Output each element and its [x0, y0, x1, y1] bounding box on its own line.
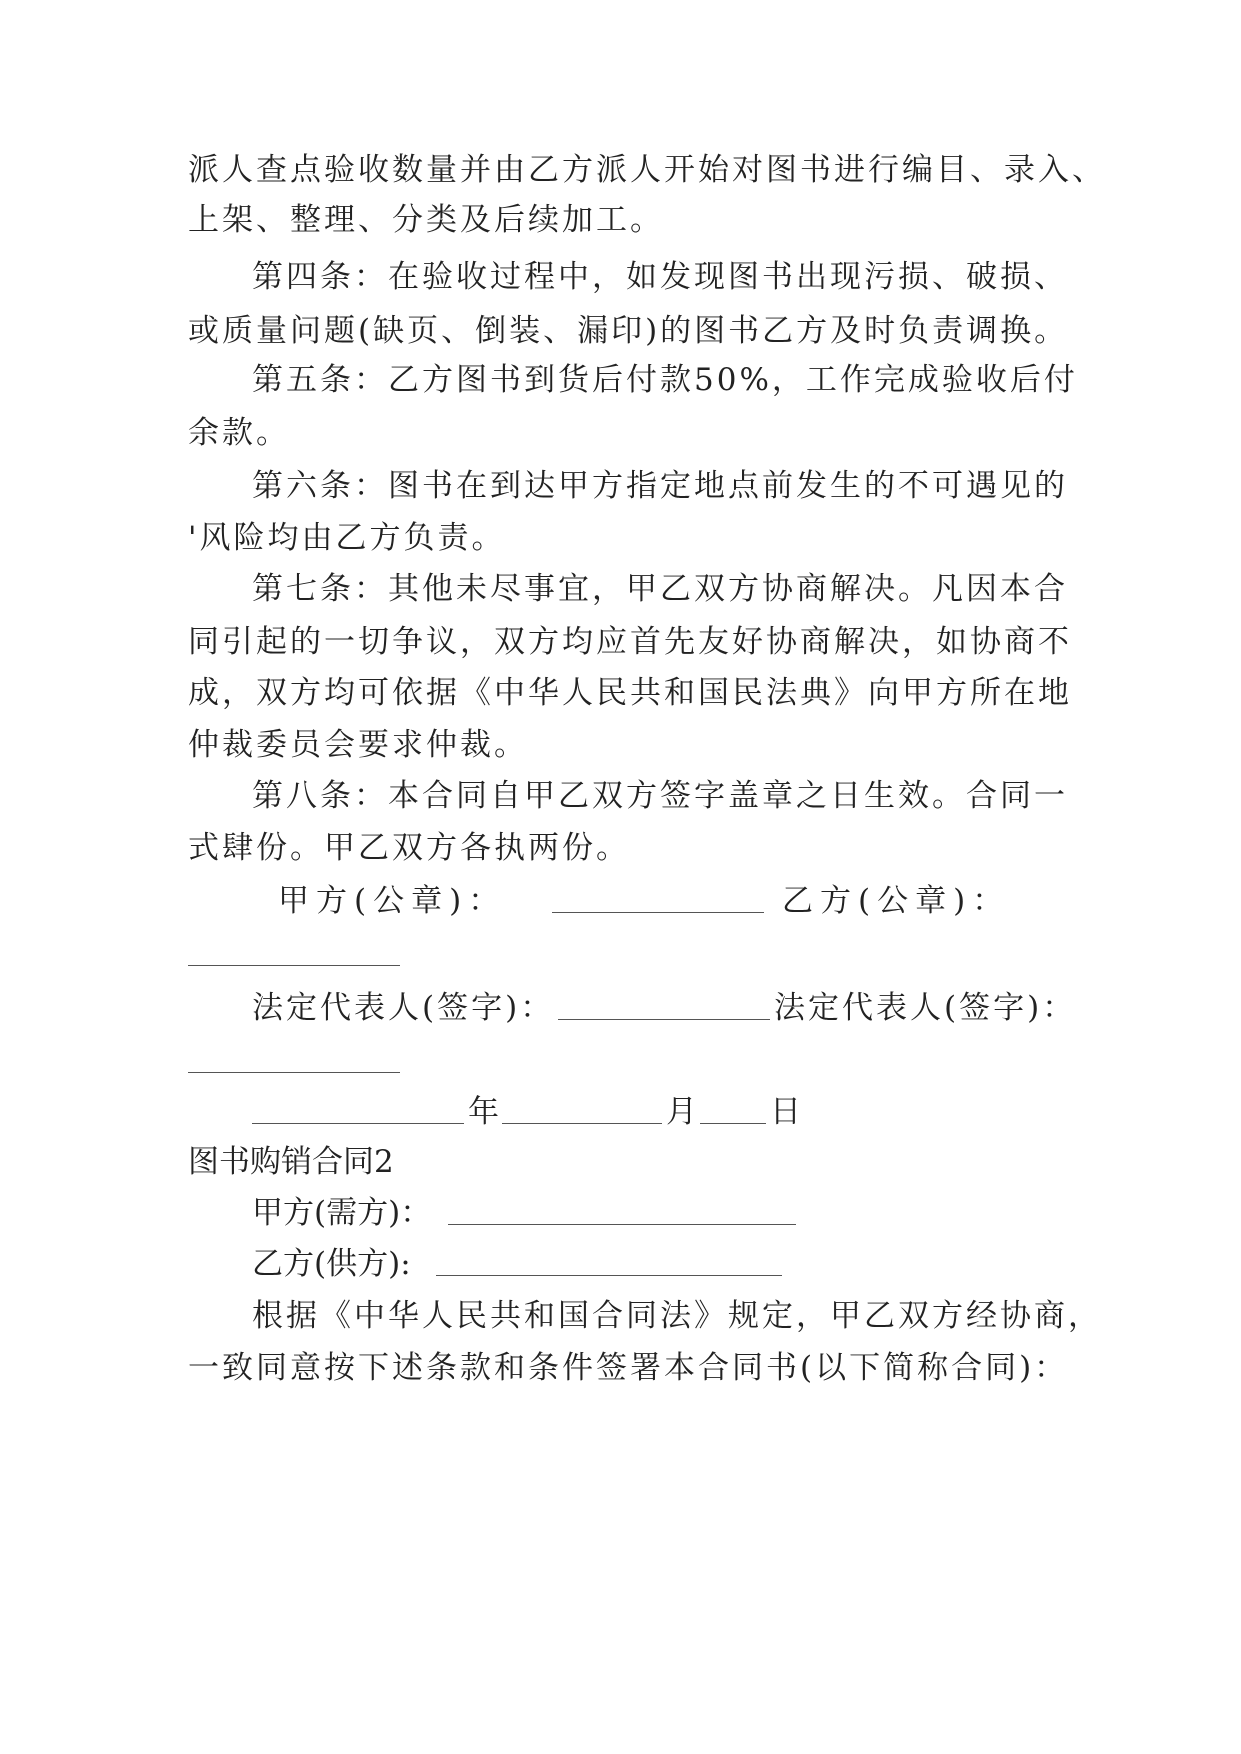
- article-6-line-1: 第六条：图书在到达甲方指定地点前发生的不可遇见的: [252, 468, 1068, 504]
- year-blank: [252, 1096, 464, 1124]
- rep-b-label: 法定代表人(签字)：: [774, 990, 1077, 1026]
- month-label: 月: [666, 1094, 697, 1130]
- year-label: 年: [468, 1094, 499, 1130]
- party-a-seal-blank: [552, 885, 764, 913]
- buyer-blank: [448, 1197, 796, 1225]
- article-8-line-1: 第八条：本合同自甲乙双方签字盖章之日生效。合同一: [252, 778, 1068, 814]
- supplier-blank: [436, 1248, 782, 1276]
- article-7-line-2: 同引起的一切争议，双方均应首先友好协商解决，如协商不: [188, 624, 1072, 660]
- article-7-line-3: 成，双方均可依据《中华人民共和国民法典》向甲方所在地: [188, 675, 1072, 711]
- article-5-line-1: 第五条：乙方图书到货后付款50%，工作完成验收后付: [252, 362, 1078, 398]
- article-4-line-1: 第四条：在验收过程中，如发现图书出现污损、破损、: [252, 259, 1068, 295]
- article-8-line-2: 式肆份。甲乙双方各执两份。: [188, 830, 630, 866]
- rep-a-label: 法定代表人(签字)：: [252, 990, 555, 1026]
- preamble-line-2: 一致同意按下述条款和条件签署本合同书(以下简称合同)：: [188, 1350, 1069, 1386]
- buyer-label: 甲方(需方)：: [252, 1195, 432, 1231]
- article-7-line-4: 仲裁委员会要求仲裁。: [188, 727, 528, 763]
- preamble-line-1: 根据《中华人民共和国合同法》规定，甲乙双方经协商，: [252, 1298, 1102, 1334]
- day-blank: [700, 1096, 766, 1124]
- day-label: 日: [770, 1094, 801, 1130]
- party-b-seal-label: 乙方(公章)：: [782, 883, 1011, 919]
- month-blank: [502, 1096, 662, 1124]
- article-7-line-1: 第七条：其他未尽事宜，甲乙双方协商解决。凡因本合: [252, 571, 1068, 607]
- article-5-line-2: 余款。: [188, 415, 290, 451]
- paragraph-line: 派人查点验收数量并由乙方派人开始对图书进行编目、录入、: [188, 152, 1106, 188]
- party-a-seal-label: 甲方(公章)：: [278, 883, 507, 919]
- paragraph-line: 上架、整理、分类及后续加工。: [188, 202, 664, 238]
- article-6-line-2: '风险均由乙方负责。: [188, 520, 506, 556]
- contract-2-title: 图书购销合同2: [188, 1144, 394, 1180]
- supplier-label: 乙方(供方):: [252, 1246, 411, 1282]
- rep-b-blank: [188, 1045, 400, 1073]
- rep-a-blank: [558, 992, 770, 1020]
- article-4-line-2: 或质量问题(缺页、倒装、漏印)的图书乙方及时负责调换。: [188, 313, 1069, 349]
- party-b-seal-blank: [188, 938, 400, 966]
